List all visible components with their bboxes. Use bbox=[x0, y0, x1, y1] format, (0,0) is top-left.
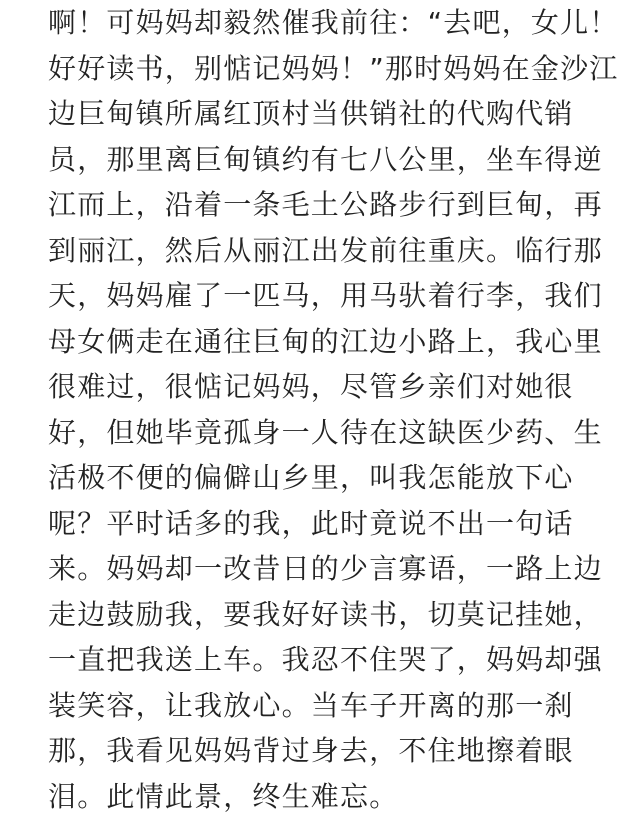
text-line: 装笑容，让我放心。当车子开离的那一刹 bbox=[48, 683, 608, 729]
text-line: 呢？平时话多的我，此时竟说不出一句话 bbox=[48, 501, 608, 547]
text-line: 好，但她毕竟孤身一人待在这缺医少药、生 bbox=[48, 410, 608, 456]
paragraph bbox=[48, 0, 608, 819]
text-line: 来。妈妈却一改昔日的少言寡语，一路上边 bbox=[48, 546, 608, 592]
text-line: 泪。此情此景，终生难忘。 bbox=[48, 774, 608, 819]
text-line: 员，那里离巨甸镇约有七八公里，坐车得逆 bbox=[48, 137, 608, 183]
text-line: 边巨甸镇所属红顶村当供销社的代购代销 bbox=[48, 91, 608, 137]
text-line: 啊！可妈妈却毅然催我前往：“去吧，女儿！ bbox=[48, 0, 608, 46]
text-line: 母女俩走在通往巨甸的江边小路上，我心里 bbox=[48, 319, 608, 365]
text-line: 江而上，沿着一条毛土公路步行到巨甸，再 bbox=[48, 182, 608, 228]
text-line: 到丽江，然后从丽江出发前往重庆。临行那 bbox=[48, 228, 608, 274]
text-line: 很难过，很惦记妈妈，尽管乡亲们对她很 bbox=[48, 364, 608, 410]
text-line: 好好读书，别惦记妈妈！”那时妈妈在金沙江 bbox=[48, 46, 608, 92]
text-line: 走边鼓励我，要我好好读书，切莫记挂她， bbox=[48, 592, 608, 638]
text-line: 活极不便的偏僻山乡里，叫我怎能放下心 bbox=[48, 455, 608, 501]
text-line: 那，我看见妈妈背过身去，不住地擦着眼 bbox=[48, 728, 608, 774]
text-line: 天，妈妈雇了一匹马，用马驮着行李，我们 bbox=[48, 273, 608, 319]
text-line: 一直把我送上车。我忍不住哭了，妈妈却强 bbox=[48, 637, 608, 683]
